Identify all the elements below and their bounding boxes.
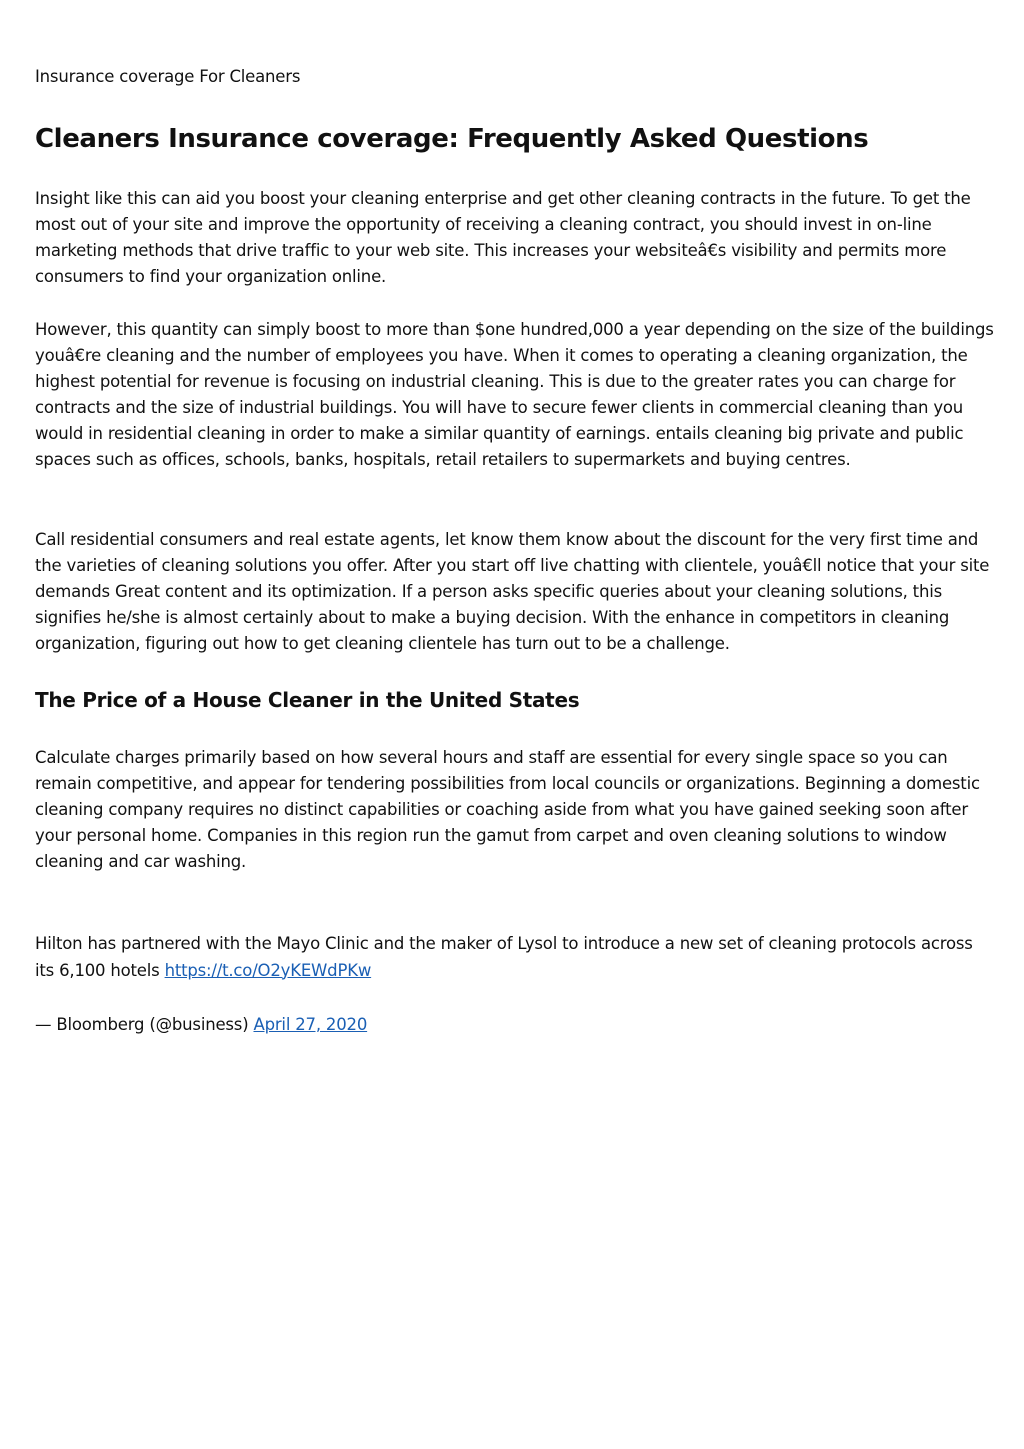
section-heading: The Price of a House Cleaner in the United States [35,688,580,712]
attribution-text: — Bloomberg (@business) [35,1015,254,1034]
tweet-attribution [35,1012,367,1038]
tweet-link[interactable]: https://t.co/O2yKEWdPKw [164,960,372,980]
site-title: Insurance coverage For Cleaners [35,67,301,86]
paragraph-4: Calculate charges primarily based on how several hours and staff are essential for every single space so you can remain competitive, and appear for tendering possibilities from local councils or organizations. Beginning a domestic cleaning company requires no distinct capabilities or coaching aside from what you have gained seeking soon after your personal home. Companies in this region run the gamut from carpet and oven cleaning solutions to window cleaning and car washing. [35,748,980,871]
tweet-text: Hilton has partnered with the Mayo Clinic and the maker of Lysol to introduce a new set of cleaning protocols across its 6,100 hotels [35,934,973,980]
paragraph-1: Insight like this can aid you boost your cleaning enterprise and get other cleaning contracts in the future. To get the most out of your site and improve the opportunity of receiving a cleaning contract, you should invest in on-line marketing methods that drive traffic to your web site. This increases your websiteâ€s visibility and permits more consumers to find your organization online. [35,189,971,286]
tweet-date-link[interactable]: April 27, 2020 [253,1015,368,1034]
paragraph-3: Call residential consumers and real estate agents, let know them know about the discount for the very first time and the varieties of cleaning solutions you offer. After you start off live chatting with clientele, youâ€ll notice that your site demands Great content and its optimization. If a person asks specific queries about your cleaning solutions, this signifies he/she is almost certainly about to make a buying decision. With the enhance in competitors in cleaning organization, figuring out how to get cleaning clientele has turn out to be a challenge. [35,530,990,653]
tweet-quote [35,931,995,984]
paragraph-2: However, this quantity can simply boost to more than $one hundred,000 a year depending on the size of the buildings youâ€re cleaning and the number of employees you have. When it comes to operating a cleaning organization, the highest potential for revenue is focusing on industrial cleaning. This is due to the greater rates you can charge for contracts and the size of industrial buildings. You will have to secure fewer clients in commercial cleaning than you would in residential cleaning in order to make a similar quantity of earnings. entails cleaning big private and public spaces such as offices, schools, banks, hospitals, retail retailers to supermarkets and buying centres. [35,320,994,469]
article-title: Cleaners Insurance coverage: Frequently Asked Questions [35,124,869,154]
